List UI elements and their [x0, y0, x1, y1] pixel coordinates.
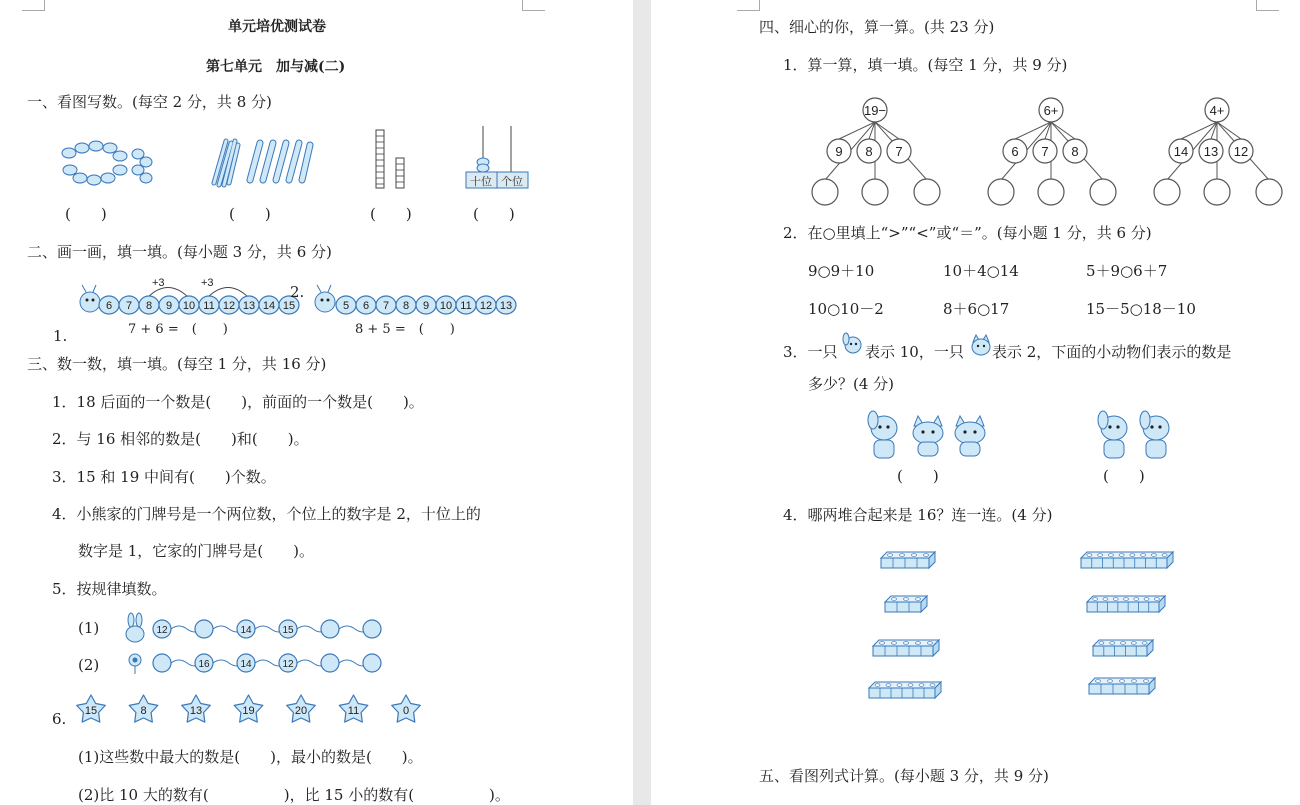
question-3-6-number: 6. — [52, 710, 67, 728]
sticks-bundle-picture — [210, 135, 310, 190]
section-5-heading: 五、看图列式计算。(每小题 3 分，共 9 分) — [759, 767, 1049, 785]
segment-number: 10 — [439, 300, 453, 312]
question-number: 2. — [290, 283, 305, 301]
answer-blank[interactable]: ( ) — [370, 205, 412, 223]
block-pile[interactable] — [1093, 640, 1153, 656]
star-number: 0 — [402, 705, 410, 717]
question-number: 1. — [53, 327, 68, 345]
segment-number: 6 — [362, 300, 370, 312]
question-4-3-cont: 多少？(4 分) — [808, 375, 895, 393]
tree-answer-circle[interactable] — [914, 179, 940, 205]
segment-number: 14 — [262, 300, 276, 312]
dog-icon — [1140, 411, 1169, 458]
segment-number: 9 — [422, 300, 430, 312]
question-3-4: 4．小熊家的门牌号是一个两位数，个位上的数字是 2，十位上的 — [52, 505, 481, 523]
question-4-4: 4．哪两堆合起来是 16？连一连。(4 分) — [783, 506, 1053, 524]
question-4-3-post: 表示 2，下面的小动物们表示的数是 — [992, 343, 1232, 361]
dog-icon — [1098, 411, 1127, 458]
tree-number: 8 — [865, 144, 873, 159]
segment-number: 12 — [222, 300, 236, 312]
unit-subtitle: 第七单元 加与减(二) — [206, 59, 346, 75]
cat-icon — [955, 416, 985, 456]
tree-number: 6 — [1011, 144, 1019, 159]
answer-blank[interactable]: ( ) — [1103, 467, 1145, 485]
compare-item[interactable]: 9○9＋10 — [808, 262, 875, 280]
sequence-bead — [321, 654, 339, 672]
crop-mark — [522, 0, 545, 11]
tree-operation: 19− — [863, 103, 887, 118]
sequence-number: 12 — [282, 659, 294, 670]
answer-blank[interactable]: ( ) — [229, 205, 271, 223]
equation[interactable]: 8 + 5 = ( ) — [355, 322, 455, 337]
star-number: 11 — [347, 705, 360, 717]
tree-number: 9 — [835, 144, 843, 159]
sub-question-label: (2) — [78, 656, 100, 674]
compare-item[interactable]: 5＋9○6＋7 — [1086, 262, 1168, 280]
segment-number: 13 — [499, 300, 513, 312]
sequence-bead — [195, 620, 213, 638]
question-4-2: 2．在○里填上“>”“<”或“＝”。(每小题 1 分，共 6 分) — [783, 224, 1152, 242]
sequence-number: 14 — [240, 659, 252, 670]
tree-operation: 4+ — [1209, 103, 1225, 118]
sequence-bead — [153, 654, 171, 672]
segment-number: 7 — [382, 300, 390, 312]
caterpillar-2 — [313, 276, 513, 316]
tree-operation: 6+ — [1043, 103, 1059, 118]
tree-answer-circle[interactable] — [1090, 179, 1116, 205]
tree-answer-circle[interactable] — [1154, 179, 1180, 205]
cat-icon — [970, 334, 992, 358]
sequence-1 — [120, 612, 385, 646]
question-4-1: 1．算一算，填一填。(每空 1 分，共 9 分) — [783, 56, 1068, 74]
question-3-2[interactable]: 2．与 16 相邻的数是( )和( )。 — [52, 430, 309, 448]
abacus-label-tens: 十位 — [470, 176, 492, 188]
left-page — [0, 0, 633, 805]
block-pile[interactable] — [873, 640, 939, 656]
rabbit-icon — [126, 613, 144, 642]
tree-answer-circle[interactable] — [862, 179, 888, 205]
page-title: 单元培优测试卷 — [228, 19, 326, 35]
tree-answer-circle[interactable] — [988, 179, 1014, 205]
question-3-4-cont[interactable]: 数字是 1，它家的门牌号是( )。 — [78, 542, 315, 560]
segment-number: 7 — [125, 300, 133, 312]
flower-icon — [129, 654, 141, 674]
star-number: 13 — [189, 705, 203, 717]
tree-number: 14 — [1173, 144, 1189, 159]
sequence-bead — [363, 654, 381, 672]
tree-answer-circle[interactable] — [1038, 179, 1064, 205]
question-3-3[interactable]: 3．15 和 19 中间有( )个数。 — [52, 468, 276, 486]
step-label: +3 — [201, 277, 214, 289]
cube-rods-picture — [372, 128, 412, 190]
star-number: 15 — [84, 705, 98, 717]
step-label: +3 — [152, 277, 165, 289]
animals-group-2 — [1094, 410, 1184, 462]
compare-item[interactable]: 8＋6○17 — [943, 300, 1010, 318]
caterpillar-1 — [78, 276, 296, 316]
segment-number: 8 — [402, 300, 410, 312]
tree-number: 7 — [1041, 144, 1049, 159]
animals-group-1 — [864, 410, 994, 462]
question-3-6-2[interactable]: (2)比 10 大的数有( )，比 15 小的数有( )。 — [78, 786, 510, 804]
crop-mark — [1256, 0, 1279, 11]
segment-number: 10 — [182, 300, 196, 312]
compare-item[interactable]: 15－5○18－10 — [1086, 300, 1196, 318]
sub-question-label: (1) — [78, 619, 100, 637]
block-pile[interactable] — [881, 552, 935, 568]
section-4-heading: 四、细心的你，算一算。(共 23 分) — [759, 18, 995, 36]
number-stars — [72, 690, 432, 730]
star-number: 20 — [294, 705, 308, 717]
segment-number: 12 — [479, 300, 493, 312]
tree-answer-circle[interactable] — [1204, 179, 1230, 205]
dog-icon — [842, 330, 864, 356]
tree-number: 12 — [1233, 144, 1249, 159]
beads-ring-picture — [60, 140, 155, 190]
sequence-bead — [321, 620, 339, 638]
section-3-heading: 三、数一数，填一填。(每空 1 分，共 16 分) — [27, 355, 327, 373]
tree-number: 13 — [1203, 144, 1219, 159]
tree-number: 8 — [1071, 144, 1079, 159]
crop-mark — [737, 0, 760, 11]
equation[interactable]: 7 + 6 = ( ) — [128, 322, 228, 337]
star-number: 19 — [242, 705, 255, 717]
block-pile[interactable] — [1081, 552, 1173, 568]
segment-number: 9 — [165, 300, 173, 312]
compare-item[interactable]: 10＋4○14 — [943, 262, 1019, 280]
tree-answer-circle[interactable] — [812, 179, 838, 205]
sequence-number: 16 — [198, 659, 210, 670]
question-3-1[interactable]: 1．18 后面的一个数是( )，前面的一个数是( )。 — [52, 393, 424, 411]
sequence-number: 15 — [282, 625, 294, 636]
segment-number: 11 — [203, 300, 215, 312]
block-pile[interactable] — [869, 682, 941, 698]
question-3-6-1[interactable]: (1)这些数中最大的数是( )，最小的数是( )。 — [78, 748, 423, 766]
sequence-number: 14 — [240, 625, 252, 636]
abacus-picture — [465, 124, 529, 190]
segment-number: 5 — [342, 300, 350, 312]
cat-icon — [913, 416, 943, 456]
answer-blank[interactable]: ( ) — [65, 205, 107, 223]
crop-mark — [22, 0, 45, 11]
right-page — [651, 0, 1300, 805]
question-4-3-pre: 3．一只 — [783, 343, 838, 361]
segment-number: 8 — [145, 300, 153, 312]
question-3-5: 5．按规律填数。 — [52, 580, 167, 598]
compare-item[interactable]: 10○10－2 — [808, 300, 884, 318]
section-1-heading: 一、看图写数。(每空 2 分，共 8 分) — [27, 93, 272, 111]
section-2-heading: 二、画一画，填一填。(每小题 3 分，共 6 分) — [27, 243, 332, 261]
block-piles — [861, 548, 1191, 708]
answer-blank[interactable]: ( ) — [473, 205, 515, 223]
block-pile[interactable] — [1089, 678, 1155, 694]
segment-number: 13 — [242, 300, 256, 312]
block-pile[interactable] — [885, 596, 927, 612]
tree-answer-circle[interactable] — [1256, 179, 1282, 205]
sequence-2 — [120, 646, 385, 680]
tree-branch — [1051, 122, 1075, 139]
sequence-bead — [363, 620, 381, 638]
tree-branch — [875, 122, 899, 139]
tree-branch — [1217, 122, 1241, 139]
segment-number: 6 — [105, 300, 113, 312]
star-number: 8 — [140, 705, 147, 717]
dog-icon — [868, 411, 897, 458]
block-pile[interactable] — [1087, 596, 1165, 612]
segment-number: 11 — [460, 300, 472, 312]
number-trees — [821, 97, 1300, 209]
abacus-label-ones: 个位 — [501, 176, 523, 188]
tree-number: 7 — [895, 144, 903, 159]
question-4-3-mid: 表示 10，一只 — [865, 343, 964, 361]
sequence-number: 12 — [156, 625, 168, 636]
answer-blank[interactable]: ( ) — [897, 467, 939, 485]
segment-number: 15 — [282, 300, 296, 312]
